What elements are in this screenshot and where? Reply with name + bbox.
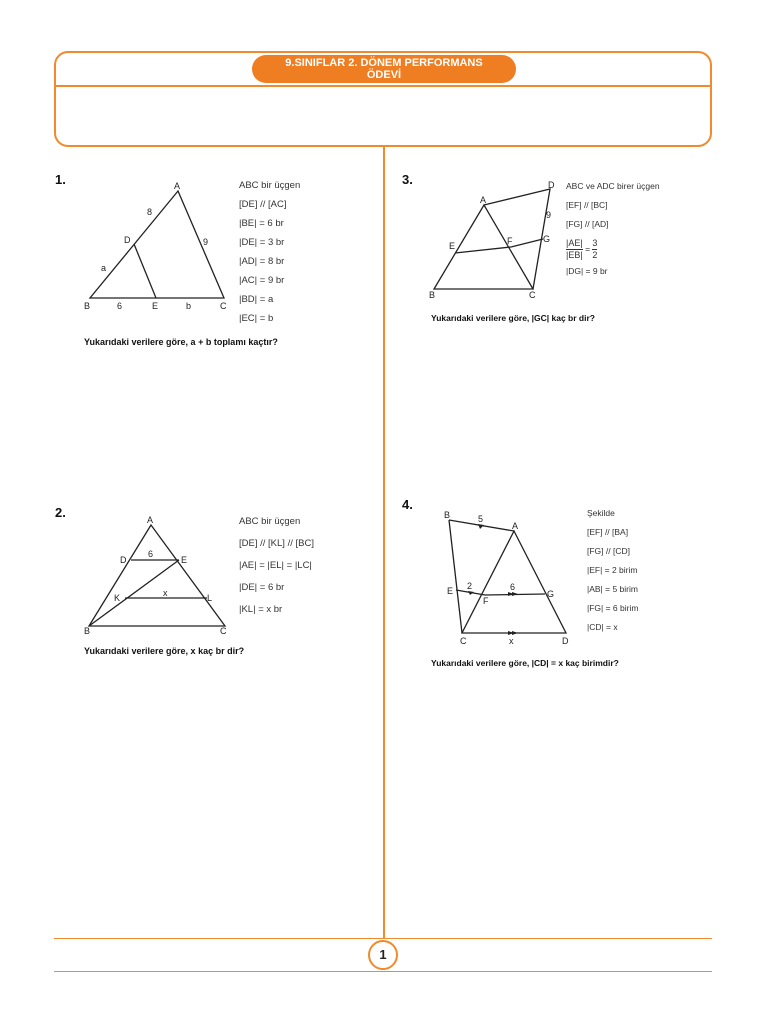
question-2-figure — [80, 512, 240, 640]
label-a: A — [512, 521, 519, 531]
segment-fg — [511, 239, 543, 247]
ratio-value-numerator: 3 — [592, 238, 598, 248]
label-f: F — [483, 596, 489, 606]
label-a: A — [480, 195, 487, 205]
length-ab: 5 — [478, 514, 484, 524]
given-line: |AC| = 9 br — [239, 275, 285, 286]
label-e: E — [447, 586, 454, 596]
question-3-given — [566, 181, 660, 285]
label-a: A — [174, 181, 181, 191]
page-title-line2: ÖDEVİ — [366, 69, 402, 81]
length-cd: x — [509, 636, 514, 646]
page-title — [252, 55, 516, 83]
arrow-marker — [512, 592, 518, 596]
header-divider — [54, 85, 712, 87]
question-2-number: 2. — [55, 505, 66, 520]
label-b: B — [429, 290, 436, 300]
length-ef: 2 — [467, 581, 473, 591]
length-ec: b — [186, 301, 192, 311]
page-title-line1: 9.SINIFLAR 2. DÖNEM PERFORMANS — [285, 57, 483, 69]
label-c: C — [220, 626, 227, 636]
length-fg: 6 — [510, 582, 516, 592]
given-line: |AB| = 5 birim — [587, 584, 638, 594]
segment-de — [134, 244, 156, 298]
given-line: |BD| = a — [239, 294, 274, 305]
label-d: D — [120, 555, 127, 565]
given-line: |AD| = 8 br — [239, 256, 285, 267]
label-b: B — [84, 626, 91, 636]
ratio-value-denominator: 2 — [592, 250, 598, 260]
triangle-adc — [484, 189, 550, 289]
length-ad: 8 — [147, 207, 153, 217]
given-line: |AE| = |EL| = |LC| — [239, 560, 312, 571]
given-line: ABC bir üçgen — [239, 180, 301, 191]
label-c: C — [220, 301, 227, 311]
given-line: [DE] // [KL] // [BC] — [239, 538, 314, 549]
given-line: |CD| = x — [587, 622, 618, 632]
length-ac: 9 — [203, 237, 209, 247]
label-g: G — [543, 234, 551, 244]
given-line: |BE| = 6 br — [239, 218, 284, 229]
length-de: 6 — [148, 549, 154, 559]
label-l: L — [207, 593, 213, 603]
given-line: [FG] // [AD] — [566, 219, 609, 229]
question-4-number: 4. — [402, 497, 413, 512]
length-bd: a — [101, 263, 107, 273]
given-line: |DG| = 9 br — [566, 266, 608, 276]
footer-line-bottom — [54, 971, 712, 972]
length-dg: 9 — [546, 210, 552, 220]
question-3-figure — [425, 178, 565, 303]
ratio-value — [592, 238, 597, 261]
label-c: C — [529, 290, 536, 300]
given-line: |DE| = 3 br — [239, 237, 285, 248]
given-line: [FG] // [CD] — [587, 546, 630, 556]
given-line: [DE] // [AC] — [239, 199, 287, 210]
label-e: E — [449, 241, 456, 251]
given-line: |EC| = b — [239, 313, 274, 324]
given-line: ABC bir üçgen — [239, 516, 301, 527]
question-4-figure — [440, 508, 580, 650]
question-1-given — [239, 180, 300, 332]
given-line: Şekilde — [587, 508, 615, 518]
given-line: ABC ve ADC birer üçgen — [566, 181, 660, 191]
label-g: G — [547, 589, 555, 599]
label-b: B — [444, 510, 451, 520]
label-e: E — [181, 555, 188, 565]
given-line: [EF] // [BA] — [587, 527, 629, 537]
question-3-number: 3. — [402, 172, 413, 187]
question-2-given — [239, 516, 314, 626]
given-line: |DE| = 6 br — [239, 582, 285, 593]
label-b: B — [84, 301, 91, 311]
length-be: 6 — [117, 301, 123, 311]
question-1-figure — [80, 178, 240, 313]
footer-line-top — [54, 938, 712, 939]
label-d: D — [548, 180, 555, 190]
label-d: D — [124, 235, 131, 245]
arrow-marker — [478, 524, 484, 529]
ratio-equals: = — [585, 243, 591, 254]
ratio-denominator: |EB| — [566, 250, 583, 260]
question-3-text: Yukarıdaki verilere göre, |GC| kaç br dir? — [431, 313, 595, 323]
given-line: |FG| = 6 birim — [587, 603, 639, 613]
question-1-number: 1. — [55, 172, 66, 187]
label-d: D — [562, 636, 569, 646]
label-a: A — [147, 515, 154, 525]
question-4-text: Yukarıdaki verilere göre, |CD| = x kaç birimdir? — [431, 658, 619, 668]
arrow-marker — [512, 631, 518, 635]
ratio-fraction — [566, 238, 583, 261]
label-c: C — [460, 636, 467, 646]
label-f: F — [507, 236, 513, 246]
question-4-given — [587, 508, 638, 641]
ratio-numerator: |AE| — [566, 238, 583, 248]
label-e: E — [152, 301, 159, 311]
segment-bc — [449, 520, 462, 633]
length-kl: x — [163, 588, 168, 598]
column-divider — [383, 147, 385, 938]
label-k: K — [114, 593, 121, 603]
given-line: [EF] // [BC] — [566, 200, 608, 210]
given-line: |KL| = x br — [239, 604, 283, 615]
question-2-text: Yukarıdaki verilere göre, x kaç br dir? — [84, 646, 245, 656]
given-line: |EF| = 2 birim — [587, 565, 638, 575]
given-ratio — [566, 238, 660, 266]
segment-ef — [455, 247, 511, 253]
page-number: 1 — [368, 940, 398, 970]
question-1-text: Yukarıdaki verilere göre, a + b toplamı kaçtır? — [84, 337, 278, 347]
